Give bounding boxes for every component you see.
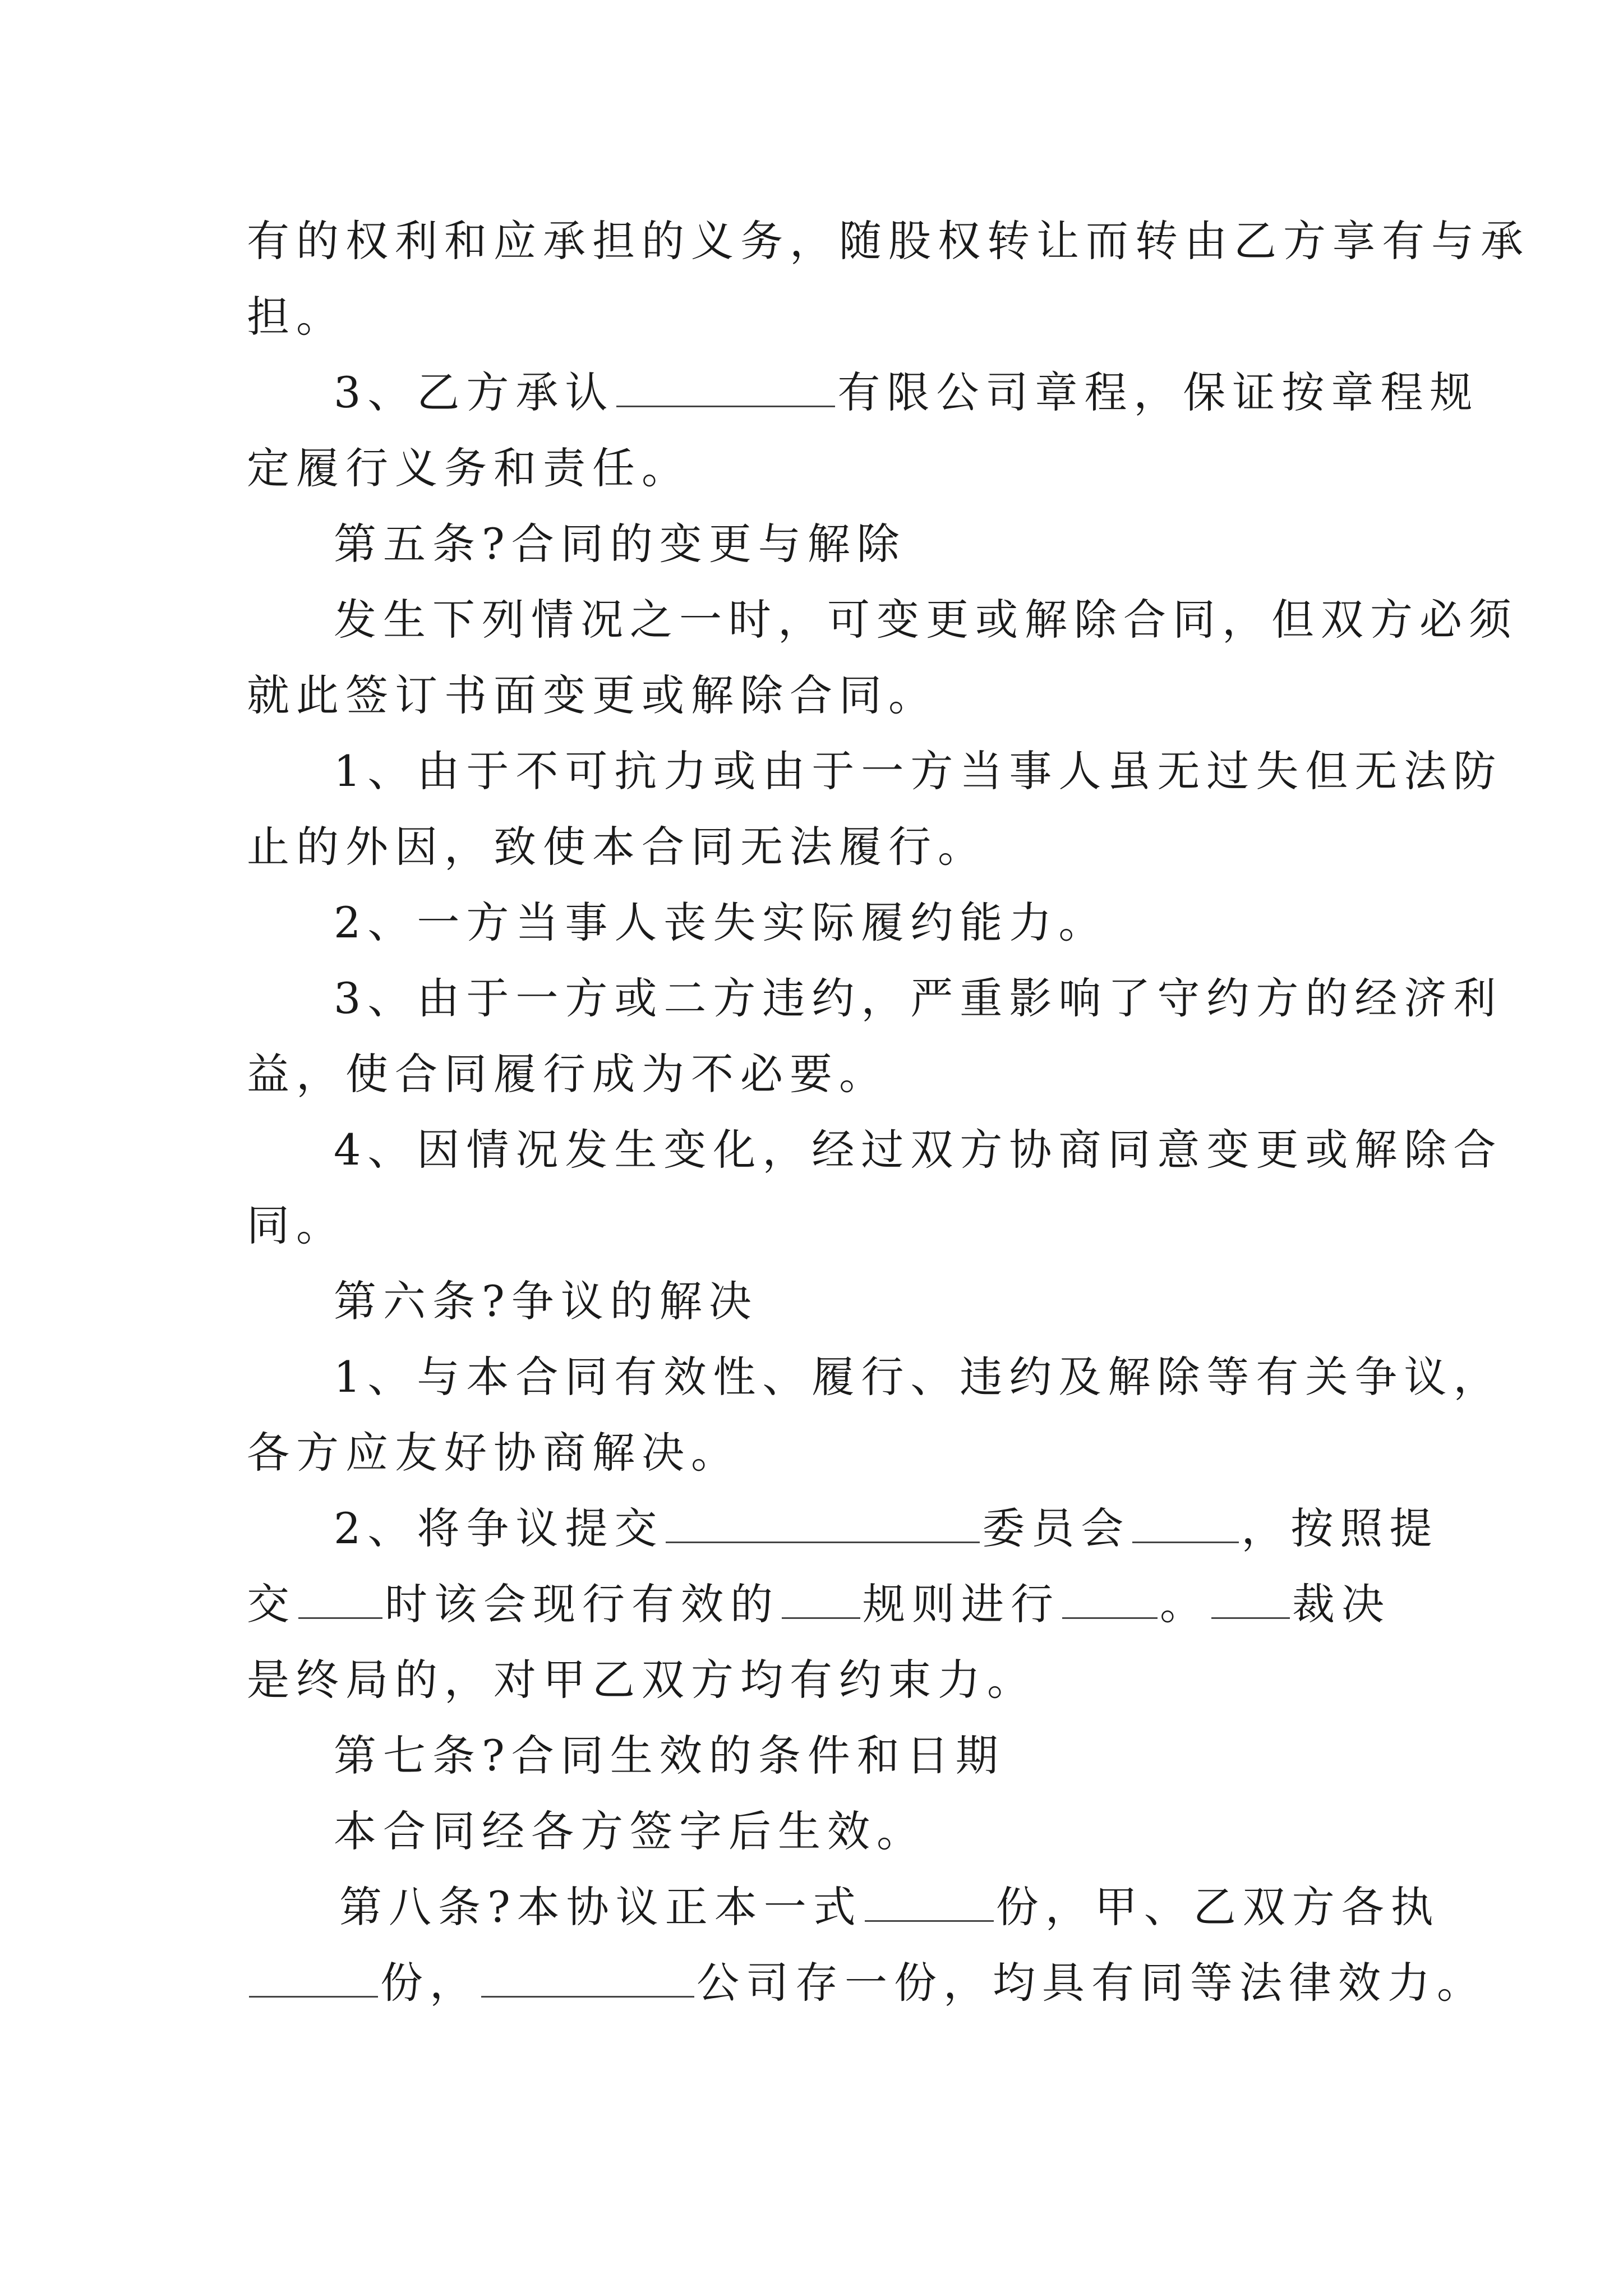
text-line <box>247 1949 1623 2017</box>
text-segment: 本合同经各方签字后生效。 <box>334 1806 926 1856</box>
text-segment: 益，使合同履行成为不必要。 <box>247 1049 888 1099</box>
text-line <box>247 1192 1623 1259</box>
fill-blank <box>666 1507 980 1543</box>
text-segment: 1、与本合同有效性、履行、违约及解除等有关争议， <box>334 1352 1503 1402</box>
text-segment: 2、一方当事人丧失实际履约能力。 <box>334 898 1108 947</box>
text-line <box>247 283 1623 351</box>
text-segment: 委员会 <box>982 1503 1131 1553</box>
text-segment: 份，甲、乙双方各执 <box>995 1882 1440 1932</box>
text-line <box>334 1798 1623 1865</box>
text-segment: 4、因情况发生变化，经过双方协商同意变更或解除合 <box>334 1125 1503 1175</box>
text-segment: 有限公司章程，保证按章程规 <box>837 367 1479 417</box>
text-segment: 定履行义务和责任。 <box>247 443 691 493</box>
text-segment: 有的权利和应承担的义务，随股权转让而转由乙方享有与承 <box>247 216 1530 266</box>
text-segment: 就此签订书面变更或解除合同。 <box>247 670 938 720</box>
fill-blank <box>1062 1582 1158 1619</box>
text-segment: 担。 <box>247 292 345 342</box>
text-line <box>247 208 1623 275</box>
text-segment: 1、由于不可抗力或由于一方当事人虽无过失但无法防 <box>334 746 1503 796</box>
fill-blank <box>782 1582 860 1619</box>
text-line <box>334 1116 1623 1184</box>
text-line <box>247 662 1623 729</box>
fill-blank <box>481 1961 694 1998</box>
text-segment: 第七条?合同生效的条件和日期 <box>334 1731 1005 1780</box>
text-segment: ，按照提 <box>1241 1503 1439 1553</box>
text-line <box>247 435 1623 502</box>
text-segment: 3、乙方承认 <box>334 367 615 417</box>
text-line <box>334 889 1623 956</box>
section-heading <box>339 1874 1623 1941</box>
text-segment: 份， <box>380 1958 479 2008</box>
fill-blank <box>298 1582 382 1619</box>
text-line <box>247 1041 1623 1108</box>
text-line <box>334 1495 1623 1562</box>
fill-blank <box>616 371 835 407</box>
text-segment: 第五条?合同的变更与解除 <box>334 519 906 569</box>
fill-blank <box>249 1961 378 1998</box>
text-segment: 同。 <box>247 1200 345 1250</box>
text-segment: 第八条?本协议正本一式 <box>339 1882 863 1932</box>
fill-blank <box>1211 1582 1290 1619</box>
text-line <box>334 359 1623 426</box>
text-segment: 公司存一份，均具有同等法律效力。 <box>697 1958 1486 2008</box>
section-heading <box>334 1268 1623 1335</box>
text-segment: 3、由于一方或二方违约，严重影响了守约方的经济利 <box>334 973 1503 1023</box>
text-line <box>334 738 1623 805</box>
text-segment: 时该会现行有效的 <box>385 1579 780 1629</box>
section-heading <box>334 510 1623 578</box>
text-segment: 是终局的，对甲乙双方均有约束力。 <box>247 1655 1036 1705</box>
text-segment: 裁决 <box>1292 1579 1391 1629</box>
fill-blank <box>865 1885 994 1922</box>
text-segment: 2、将争议提交 <box>334 1503 664 1553</box>
text-line <box>247 1419 1623 1487</box>
text-line <box>247 813 1623 881</box>
text-line <box>334 965 1623 1032</box>
text-line <box>247 1571 1623 1638</box>
text-segment: 各方应友好协商解决。 <box>247 1428 740 1478</box>
fill-blank <box>1132 1507 1239 1543</box>
section-heading <box>334 1722 1623 1789</box>
text-segment: 止的外因，致使本合同无法履行。 <box>247 822 987 872</box>
text-segment: 第六条?争议的解决 <box>334 1276 758 1326</box>
text-line <box>334 586 1623 654</box>
text-segment: 。 <box>1160 1579 1209 1629</box>
text-line <box>334 1343 1623 1411</box>
text-segment: 发生下列情况之一时，可变更或解除合同，但双方必须 <box>334 595 1518 645</box>
text-segment: 交 <box>247 1579 296 1629</box>
text-line <box>247 1646 1623 1714</box>
text-segment: 规则进行 <box>863 1579 1060 1629</box>
